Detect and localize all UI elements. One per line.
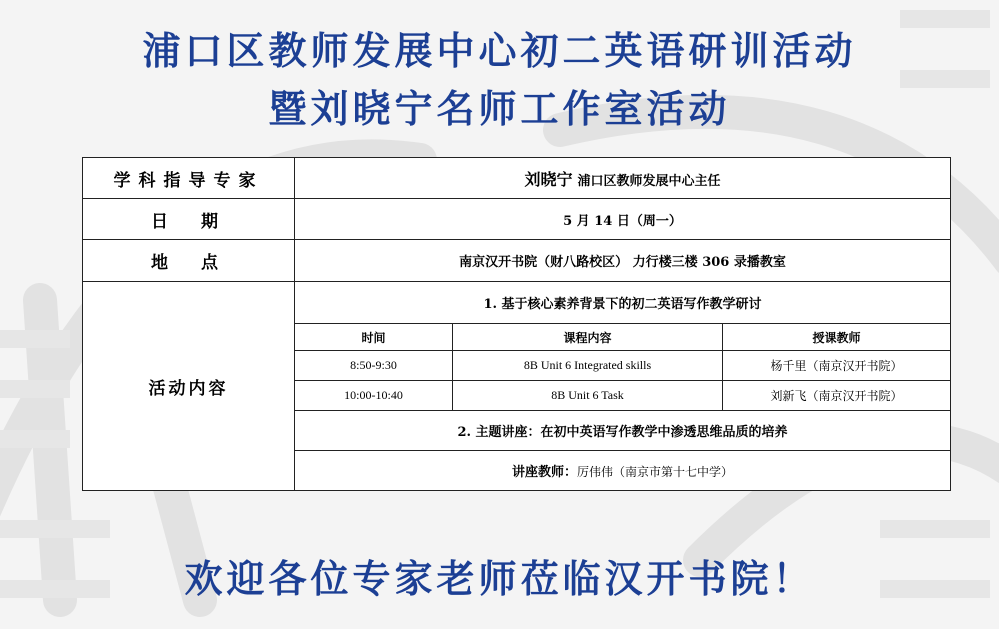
schedule-table [82, 157, 951, 491]
lecturer-value: 厉伟伟（南京市第十七中学） [577, 465, 734, 479]
date-value: 5 月 14 日（周一） [295, 199, 951, 240]
row-teacher: 杨千里（南京汉开书院） [723, 351, 951, 381]
section2-title: 2. 主题讲座：在初中英语写作教学中渗透思维品质的培养 [295, 411, 951, 451]
column-header-course: 课程内容 [453, 324, 723, 351]
location-row [83, 240, 951, 282]
lecturer-cell [295, 451, 951, 491]
expert-row [83, 158, 951, 199]
row-course: 8B Unit 6 Integrated skills [453, 351, 723, 381]
location-label: 地 点 [83, 240, 295, 282]
row-teacher: 刘新飞（南京汉开书院） [723, 381, 951, 411]
lecturer-label: 讲座教师： [511, 465, 577, 480]
content-label: 活动内容 [83, 282, 295, 491]
page-title-line1: 浦口区教师发展中心初二英语研训活动 [142, 28, 857, 73]
expert-label: 学科指导专家 [83, 158, 295, 199]
expert-value [295, 158, 951, 199]
welcome-banner: 欢迎各位专家老师莅临汉开书院！ [184, 556, 815, 601]
row-time: 8:50-9:30 [295, 351, 453, 381]
date-label: 日 期 [83, 199, 295, 240]
page-title-line2: 暨刘晓宁名师工作室活动 [268, 86, 731, 131]
expert-name: 刘晓宁 [524, 169, 573, 189]
row-course: 8B Unit 6 Task [453, 381, 723, 411]
column-header-teacher: 授课教师 [723, 324, 951, 351]
column-header-time: 时间 [295, 324, 453, 351]
expert-title: 浦口区教师发展中心主任 [577, 173, 721, 189]
row-time: 10:00-10:40 [295, 381, 453, 411]
section1-title: 1. 基于核心素养背景下的初二英语写作教学研讨 [295, 282, 951, 324]
section1-row [83, 282, 951, 324]
date-row [83, 199, 951, 240]
location-value: 南京汉开书院（财八路校区） 力行楼三楼 306 录播教室 [295, 240, 951, 282]
